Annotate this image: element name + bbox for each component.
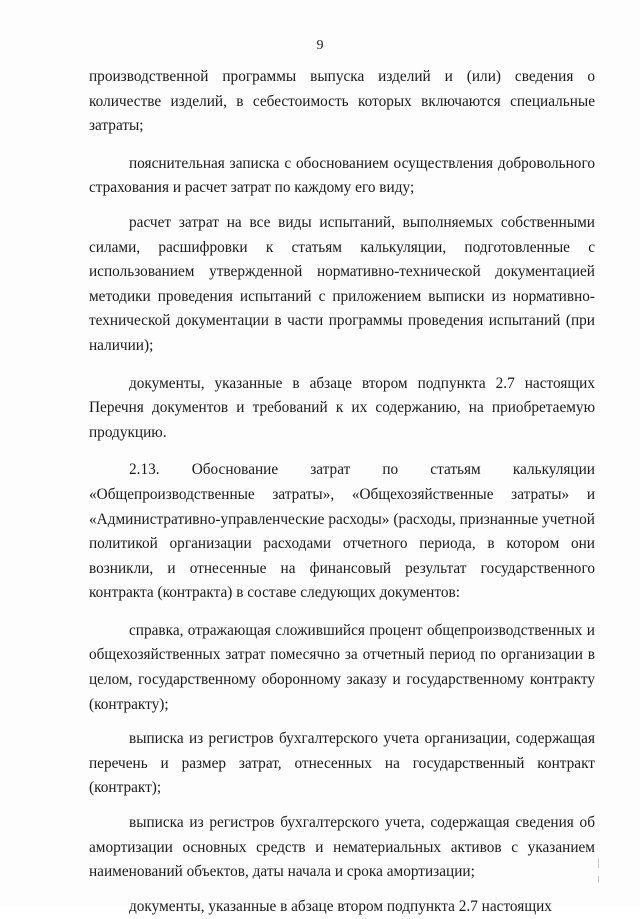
document-body bbox=[89, 65, 595, 919]
scan-artifact-mark bbox=[598, 858, 599, 868]
scan-artifact-mark bbox=[598, 876, 599, 883]
paragraph-accounting-extract-depreciation: выписка из регистров бухгалтерского учета, содержащая сведения об амортизации основных средств и нематериальных активов с указанием наименований объектов, даты начала и срока амортизации; bbox=[89, 814, 595, 881]
paragraph-testing-costs: расчет затрат на все виды испытаний, выполняемых собственными силами, расшифровки к статьям калькуляции, подготовленные с использованием утвержденной нормативно-технической документацией методики проведения испытаний с приложением выписки из нормативно-технической документации в части программы проведения испытаний (при наличии); bbox=[89, 213, 595, 354]
paragraph-documents-subclause-2-7: документы, указанные в абзаце втором подпункта 2.7 настоящих bbox=[129, 897, 552, 915]
paragraph-production-program-continued: производственной программы выпуска изделий и (или) сведения о количестве изделий, в себестоимость которых включаются специальные затраты; bbox=[89, 68, 595, 135]
paragraph-purchased-products-documents: документы, указанные в абзаце втором подпункта 2.7 настоящих Перечня документов и требований к их содержанию, на приобретаемую продукцию. bbox=[89, 374, 595, 441]
paragraph-section-2-13: 2.13. Обоснование затрат по статьям калькуляции «Общепроизводственные затраты», «Общехозяйственные затраты» и «Административно-управленческие расходы» (расходы, признанные учетной политикой организации расходами отчетного периода, в котором они возникли, и отнесенные на финансовый результат государственного контракта (контракта) в составе следующих документов: bbox=[89, 461, 595, 602]
paragraph-overhead-percent-certificate: справка, отражающая сложившийся процент общепроизводственных и общехозяйственных затрат помесячно за отчетный период по организации в целом, государственному оборонному заказу и государственному контракту (контракту); bbox=[89, 621, 595, 713]
page-number: 9 bbox=[316, 38, 324, 53]
paragraph-accounting-extract-costs: выписка из регистров бухгалтерского учета организации, содержащая перечень и размер затрат, отнесенных на государственный контракт (контракт); bbox=[89, 730, 595, 797]
paragraph-insurance-note: пояснительная записка с обоснованием осуществления добровольного страхования и расчет затрат по каждому его виду; bbox=[89, 154, 595, 197]
